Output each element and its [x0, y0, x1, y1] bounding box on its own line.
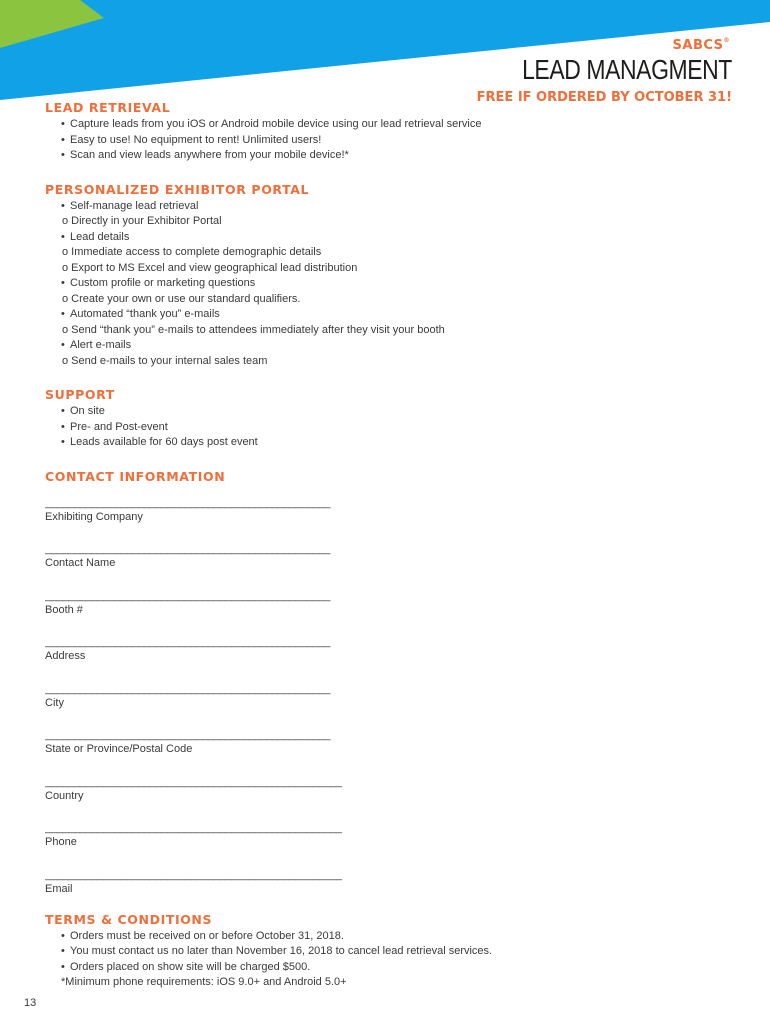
list-item: • Lead details: [61, 230, 130, 243]
list-item: • You must contact us no later than November 16, 2018 to cancel lead retrieval services.: [61, 945, 493, 957]
section-title-terms-conditions: TERMS & CONDITIONS: [45, 911, 213, 927]
form-field-address: [45, 636, 735, 664]
form-field-state-postal-code: [45, 729, 735, 757]
terms-footnote: *Minimum phone requirements: iOS 9.0+ and Android 5.0+: [61, 976, 347, 988]
list-item: • Orders placed on show site will be charged $500.: [61, 960, 311, 973]
fill-in-line[interactable]: ___________________________________________________: [45, 822, 342, 834]
list-subitem: o Send e-mails to your internal sales team: [62, 354, 268, 367]
list-subitem: o Immediate access to complete demographic details: [62, 246, 322, 258]
form-field-country: [45, 776, 735, 804]
field-label: Email: [45, 882, 73, 895]
section-title-support: SUPPORT: [45, 387, 115, 402]
field-label: Address: [45, 650, 86, 662]
form-field-booth-number: [45, 590, 735, 618]
exhibitor-portal-list: [61, 199, 735, 370]
page-number: 13: [24, 997, 37, 1009]
terms-list: [61, 929, 735, 991]
field-label: City: [45, 696, 64, 709]
list-subitem: o Directly in your Exhibitor Portal: [62, 215, 222, 227]
fill-in-line[interactable]: _________________________________________________: [45, 543, 331, 555]
support-list: [61, 404, 735, 451]
list-item: • On site: [61, 405, 105, 417]
section-title-lead-retrieval: LEAD RETRIEVAL: [45, 100, 171, 115]
list-item: • Self-manage lead retrieval: [61, 199, 199, 212]
fill-in-line[interactable]: _________________________________________________: [45, 729, 331, 741]
form-field-email: [45, 869, 735, 897]
field-label: Booth #: [45, 603, 83, 616]
fill-in-line[interactable]: ___________________________________________________: [45, 775, 342, 788]
list-item: • Automated “thank you” e-mails: [61, 308, 220, 320]
fill-in-line[interactable]: ___________________________________________________: [45, 868, 342, 881]
list-item: • Custom profile or marketing questions: [61, 277, 256, 289]
fill-in-line[interactable]: _________________________________________________: [45, 682, 331, 695]
form-field-exhibiting-company: [45, 497, 735, 525]
list-item: • Capture leads from you iOS or Android mobile device using our lead retrieval service: [61, 118, 482, 130]
brand-logo: [673, 38, 730, 53]
section-title-contact-information: CONTACT INFORMATION: [45, 468, 226, 484]
list-item: • Easy to use! No equipment to rent! Unlimited users!: [61, 133, 322, 146]
list-item: • Alert e-mails: [61, 339, 132, 351]
list-subitem: o Export to MS Excel and view geographical lead distribution: [62, 261, 358, 274]
list-item: • Leads available for 60 days post event: [61, 436, 258, 448]
field-label: Exhibiting Company: [45, 510, 143, 523]
form-field-contact-name: [45, 543, 735, 571]
form-field-phone: [45, 822, 735, 850]
brand-registered-mark: ®: [723, 36, 730, 44]
page-title: LEAD MANAGMENT: [522, 54, 732, 85]
section-title-exhibitor-portal: PERSONALIZED EXHIBITOR PORTAL: [45, 181, 310, 197]
list-item: • Orders must be received on or before October 31, 2018.: [61, 929, 344, 942]
list-item: • Pre- and Post-event: [61, 420, 168, 433]
promo-banner-text: FREE IF ORDERED BY OCTOBER 31!: [476, 90, 732, 105]
brand-name: SABCS: [672, 38, 724, 53]
list-subitem: o Create your own or use our standard qualifiers.: [62, 292, 301, 305]
fill-in-line[interactable]: _________________________________________________: [45, 589, 331, 602]
field-label: Contact Name: [45, 557, 116, 569]
fill-in-line[interactable]: _________________________________________________: [45, 636, 331, 648]
form-field-city: [45, 683, 735, 711]
field-label: State or Province/Postal Code: [45, 743, 193, 755]
document-body: [45, 99, 735, 991]
field-label: Country: [45, 789, 84, 802]
lead-retrieval-list: [61, 117, 735, 164]
fill-in-line[interactable]: _________________________________________________: [45, 496, 331, 509]
field-label: Phone: [45, 836, 77, 848]
list-item: • Scan and view leads anywhere from your mobile device!*: [61, 149, 349, 161]
list-subitem: o Send “thank you” e-mails to attendees immediately after they visit your booth: [62, 323, 445, 336]
